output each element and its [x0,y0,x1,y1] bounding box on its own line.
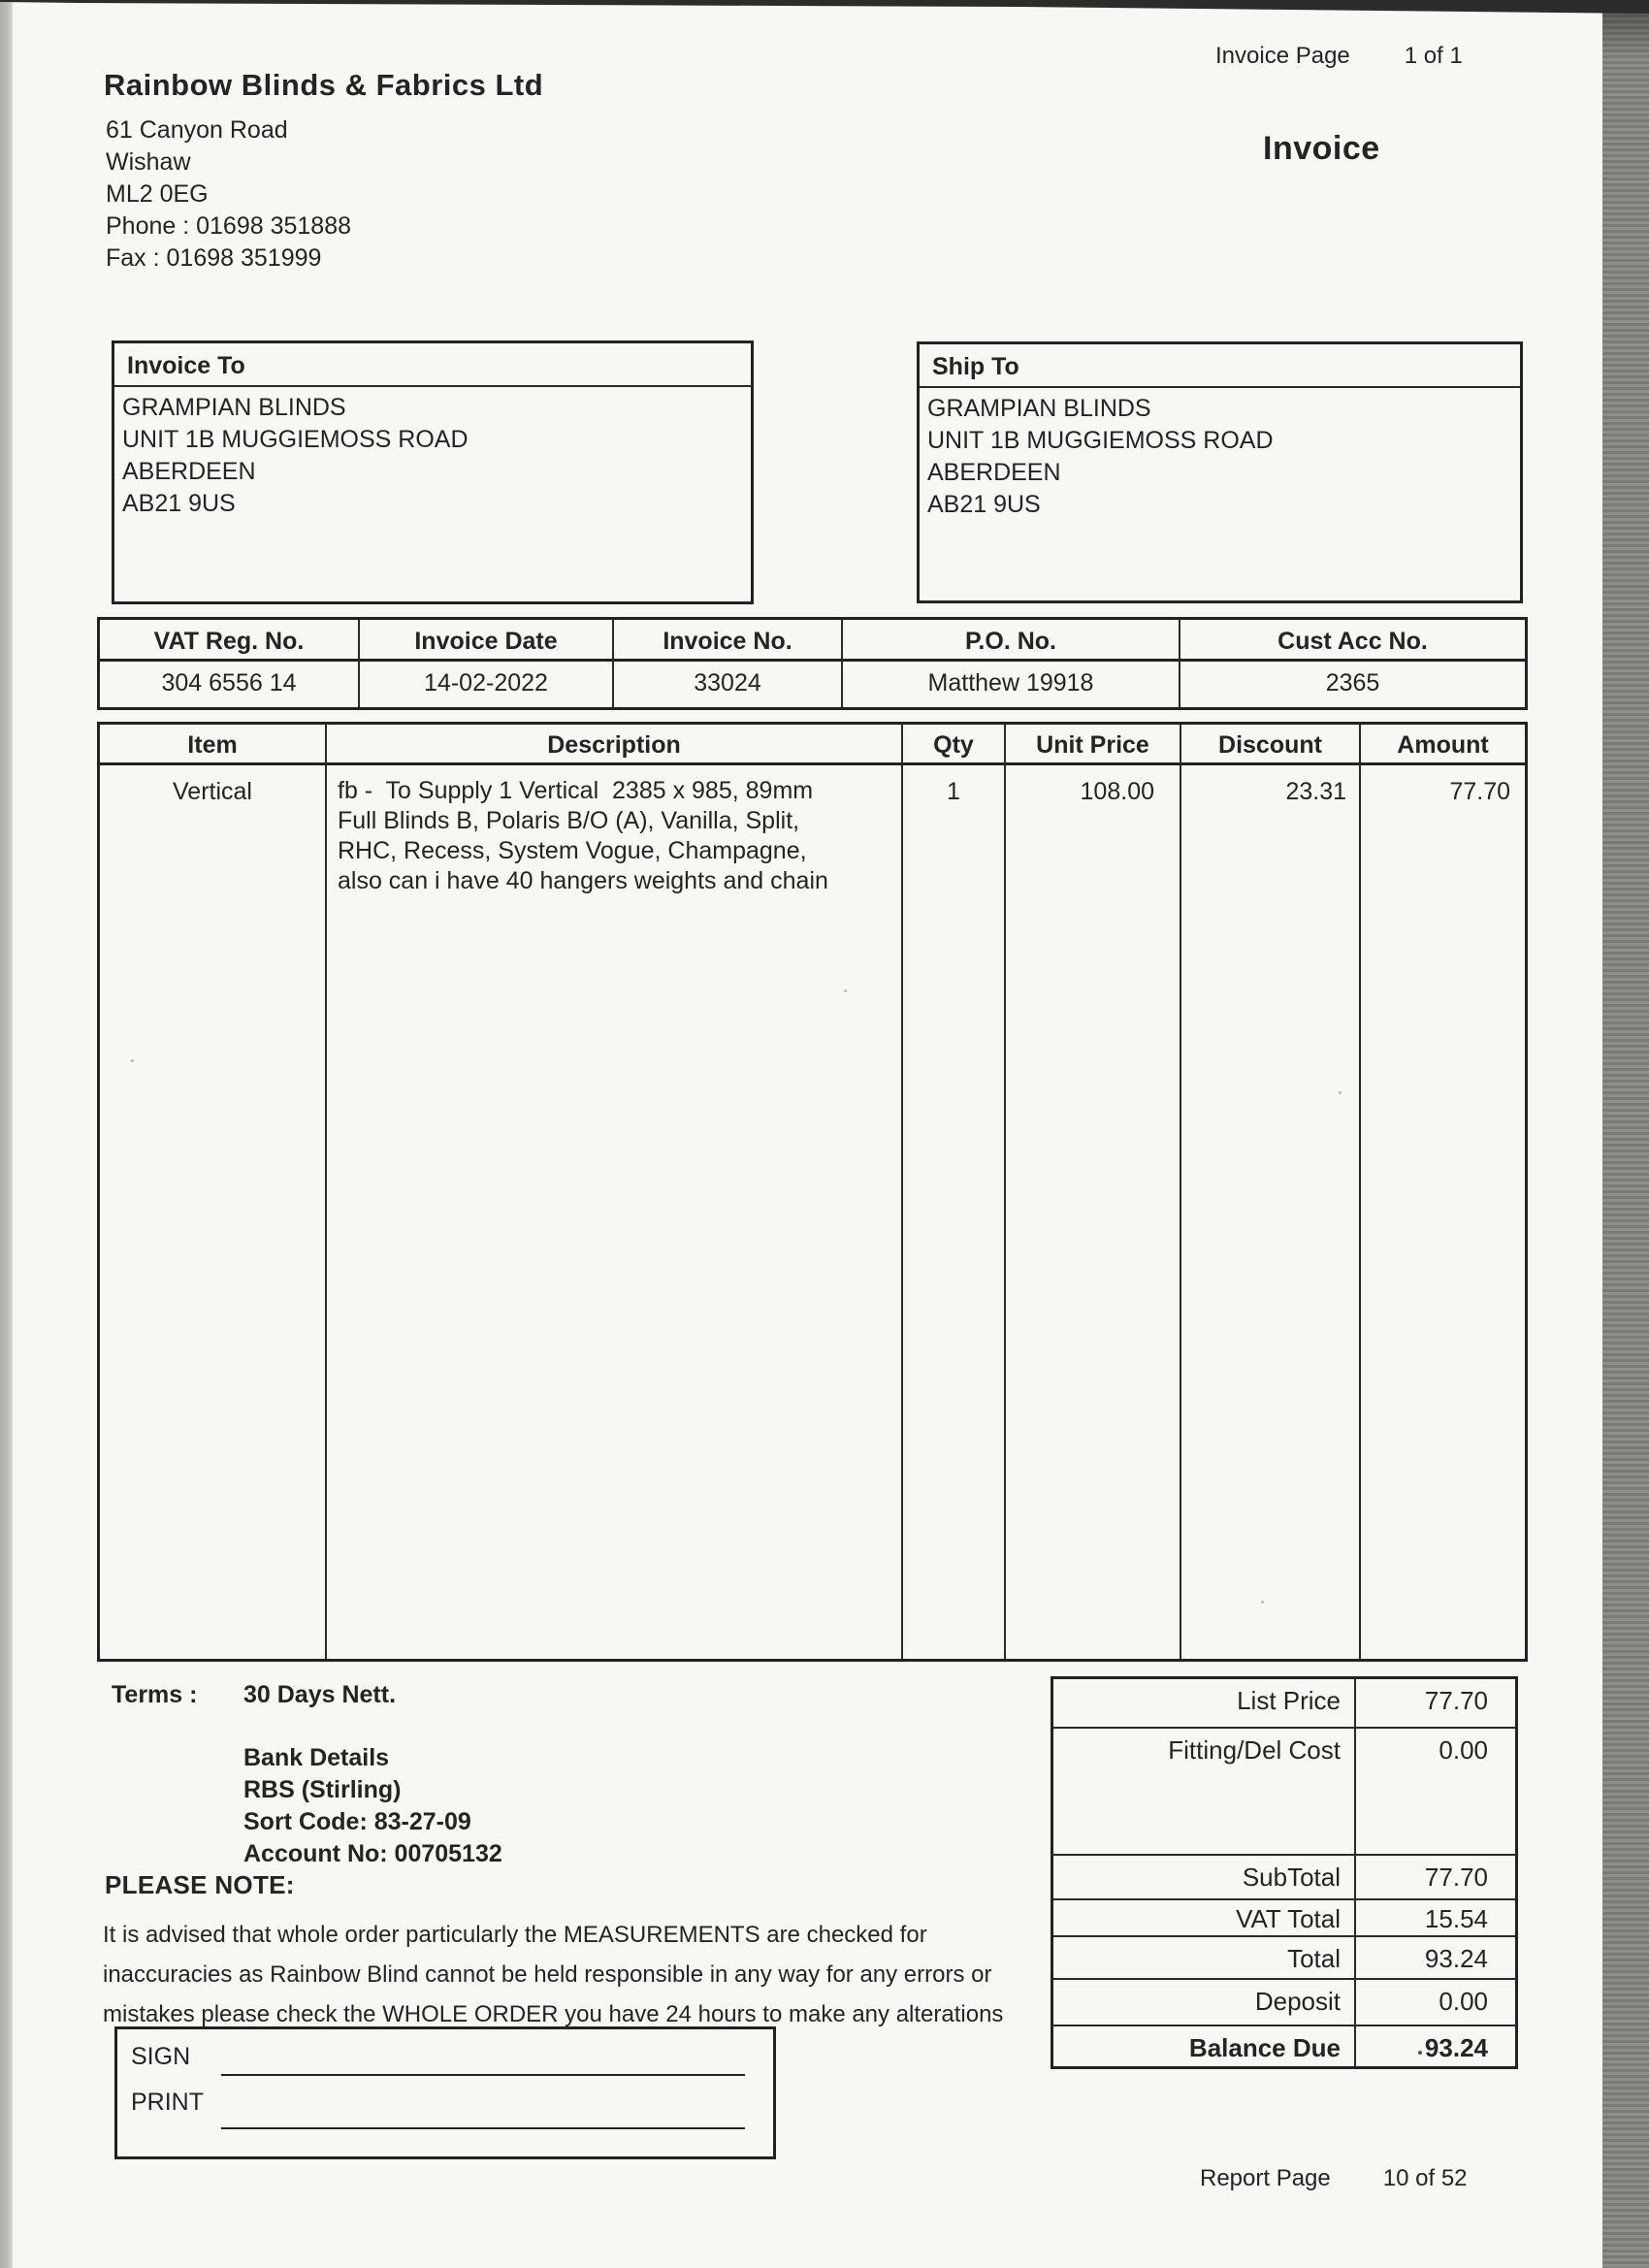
totals-row-fitting-del-cost [1053,1729,1515,1856]
totals-row-vat-total [1053,1900,1515,1937]
description-line: fb - To Supply 1 Vertical 2385 x 985, 89mm [338,777,814,804]
meta-header-invoice-date: Invoice Date [358,620,612,662]
meta-header-po-no: P.O. No. [841,620,1179,662]
totals-row-deposit [1053,1980,1515,2026]
scan-edge-left [0,0,13,2268]
totals-value: 77.70 [1424,1686,1488,1715]
totals-value: 77.70 [1424,1863,1488,1892]
print-label: PRINT [131,2089,204,2116]
meta-header-cust-acc-no: Cust Acc No. [1179,620,1525,662]
invoice-to-box [112,340,754,604]
company-fax: Fax : 01698 351999 [106,244,322,272]
report-page-indicator [1200,2165,1468,2192]
company-address [106,114,351,275]
invoice-page-value: 1 of 1 [1404,43,1463,69]
meta-value-po-no: Matthew 19918 [841,662,1179,707]
item-cell-amount: 77.70 [1359,765,1525,1659]
sign-label: SIGN [131,2043,191,2070]
bank-sort-code: Sort Code: 83-27-09 [243,1808,471,1835]
company-address-line: Wishaw [106,148,191,176]
meta-value-vat-reg: 304 6556 14 [161,669,297,697]
totals-label: VAT Total [1053,1900,1356,1935]
ship-to-line: ABERDEEN [927,459,1061,486]
totals-value: 93.24 [1424,1944,1488,1973]
scan-edge-right [1602,0,1649,2268]
report-page-label: Report Page [1200,2165,1331,2191]
meta-header-vat-reg: VAT Reg. No. [100,620,358,662]
totals-row-list-price [1053,1679,1515,1729]
company-name: Rainbow Blinds & Fabrics Ltd [104,68,544,102]
note-body [103,1915,1003,2034]
description-line: also can i have 40 hangers weights and chain [338,867,828,894]
terms-value: 30 Days Nett. [243,1681,397,1708]
item-cell-qty: 1 [901,765,1004,1659]
item-cell-unit-price: 108.00 [1004,765,1180,1659]
ship-to-line: AB21 9US [927,491,1041,518]
invoice-to-line: AB21 9US [122,490,236,517]
ship-to-line: GRAMPIAN BLINDS [927,395,1151,422]
note-line: mistakes please check the WHOLE ORDER you have 24 hours to make any alterations [103,2001,1004,2027]
company-address-line: 61 Canyon Road [106,116,288,144]
company-phone: Phone : 01698 351888 [106,212,352,240]
totals-row-subtotal [1053,1856,1515,1900]
ship-to-label: Ship To [920,344,1520,388]
totals-value: 15.54 [1424,1904,1488,1933]
company-address-line: ML2 0EG [106,180,209,208]
invoice-to-label: Invoice To [114,343,751,387]
scan-edge-top [0,0,1649,16]
signature-box [114,2026,776,2159]
sign-line [221,2074,745,2076]
ship-to-address [920,388,1520,521]
totals-label: Total [1053,1937,1356,1978]
meta-value-cust-acc-no: 2365 [1179,662,1525,707]
items-header-qty: Qty [901,725,1004,765]
totals-row-balance-due [1053,2026,1515,2066]
totals-table [1051,1676,1518,2069]
totals-label: Fitting/Del Cost [1053,1729,1356,1854]
ship-to-line: UNIT 1B MUGGIEMOSS ROAD [927,427,1274,454]
note-heading: PLEASE NOTE: [105,1870,295,1899]
meta-header-invoice-no: Invoice No. [612,620,841,662]
totals-label: SubTotal [1053,1856,1356,1898]
items-header-description: Description [325,725,901,765]
description-line: Full Blinds B, Polaris B/O (A), Vanilla, Split, [338,807,800,834]
item-cell-item: Vertical [173,778,252,805]
document-title: Invoice [1263,130,1380,167]
bank-details-heading: Bank Details [243,1744,390,1771]
items-header-discount: Discount [1180,725,1359,765]
description-line: RHC, Recess, System Vogue, Champagne, [338,837,807,864]
note-line: It is advised that whole order particularly the MEASUREMENTS are checked for [103,1922,927,1948]
invoice-to-line: ABERDEEN [122,458,256,485]
totals-value: 0.00 [1439,1987,1488,2016]
invoice-to-address [114,387,751,520]
note-line: inaccuracies as Rainbow Blind cannot be held responsible in any way for any errors or [103,1961,992,1988]
report-page-value: 10 of 52 [1382,2165,1468,2191]
print-line [221,2127,745,2129]
line-items-table [97,722,1528,1662]
totals-label: Balance Due [1053,2026,1356,2066]
bank-details [243,1742,502,1870]
items-header-amount: Amount [1359,725,1525,765]
invoice-page-indicator [1215,43,1463,70]
item-cell-discount: 23.31 [1180,765,1359,1659]
totals-label: Deposit [1053,1980,1356,2025]
totals-row-total [1053,1937,1515,1980]
ship-to-box [917,341,1523,603]
totals-label: List Price [1053,1679,1356,1727]
item-cell-description [325,765,901,1659]
invoice-meta-table [97,617,1528,710]
items-header-unit-price: Unit Price [1004,725,1180,765]
meta-value-invoice-no: 33024 [612,662,841,707]
totals-value: 0.00 [1439,1735,1488,1765]
terms-label: Terms : [112,1681,198,1708]
totals-value: 93.24 [1424,2033,1488,2062]
invoice-page-label: Invoice Page [1215,43,1350,69]
bank-account-no: Account No: 00705132 [243,1840,502,1867]
items-header-item: Item [100,725,325,765]
meta-value-invoice-date: 14-02-2022 [358,662,612,707]
bank-name: RBS (Stirling) [243,1776,402,1803]
invoice-to-line: GRAMPIAN BLINDS [122,394,346,421]
invoice-to-line: UNIT 1B MUGGIEMOSS ROAD [122,426,469,453]
